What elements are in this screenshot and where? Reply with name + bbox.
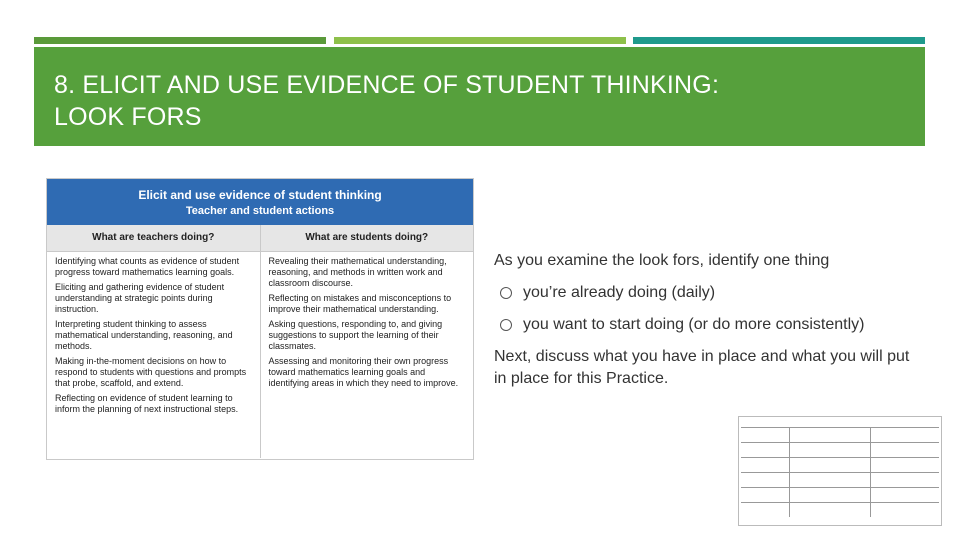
students-column (261, 252, 474, 458)
slide-title (54, 69, 894, 133)
student-action: Reflecting on mistakes and misconceptions to improve their mathematical understanding. (268, 293, 452, 314)
title-band (34, 47, 925, 146)
accent-bar-3 (633, 37, 925, 44)
table-header (47, 179, 473, 225)
look-fors-table-image (46, 178, 474, 460)
table-title: Elicit and use evidence of student thinking (138, 188, 382, 202)
closing-text: Next, discuss what you have in place and what you will put in place for this Practice. (494, 348, 910, 387)
intro-text: As you examine the look fors, identify one thing (494, 252, 830, 269)
teacher-action: Identifying what counts as evidence of student progress toward mathematics learning goals. (55, 256, 240, 277)
instructions (494, 250, 914, 390)
teacher-action: Making in-the-moment decisions on how to respond to students with questions and prompts that probe, scaffold, and extend. (55, 356, 247, 388)
teacher-action: Interpreting student thinking to assess mathematical understanding, reasoning, and methods. (55, 319, 233, 351)
accent-bar-1 (34, 37, 326, 44)
table-column-headers (47, 225, 473, 252)
title-line-1: 8. ELICIT AND USE EVIDENCE OF STUDENT THINKING: (54, 71, 720, 99)
table-subtitle: Teacher and student actions (185, 205, 335, 217)
table-body (47, 252, 473, 458)
teacher-action: Reflecting on evidence of student learning to inform the planning of next instructional steps. (55, 393, 239, 414)
teachers-column-header: What are teachers doing? (47, 225, 261, 251)
form-thumbnail-image (738, 416, 942, 526)
circle-bullet-icon (500, 319, 512, 331)
accent-bar-2 (334, 37, 626, 44)
teacher-action: Eliciting and gathering evidence of student understanding at strategic points during instruction. (55, 282, 225, 314)
bullet-text: you’re already doing (daily) (523, 284, 716, 301)
title-line-2: LOOK FORS (54, 103, 202, 131)
thumbnail-grid (741, 427, 939, 523)
student-action: Assessing and monitoring their own progress toward mathematics learning goals and identifying areas in which they need to improve. (268, 356, 459, 388)
circle-bullet-icon (500, 287, 512, 299)
teachers-column (47, 252, 261, 458)
students-column-header: What are students doing? (305, 232, 429, 243)
student-action: Revealing their mathematical understanding, reasoning, and methods in written work and classroom discourse. (268, 256, 447, 288)
bullet-item (494, 314, 914, 336)
bullet-text: you want to start doing (or do more consistently) (523, 316, 865, 333)
student-action: Asking questions, responding to, and giving suggestions to support the learning of their classmates. (268, 319, 443, 351)
bullet-item (494, 282, 914, 304)
